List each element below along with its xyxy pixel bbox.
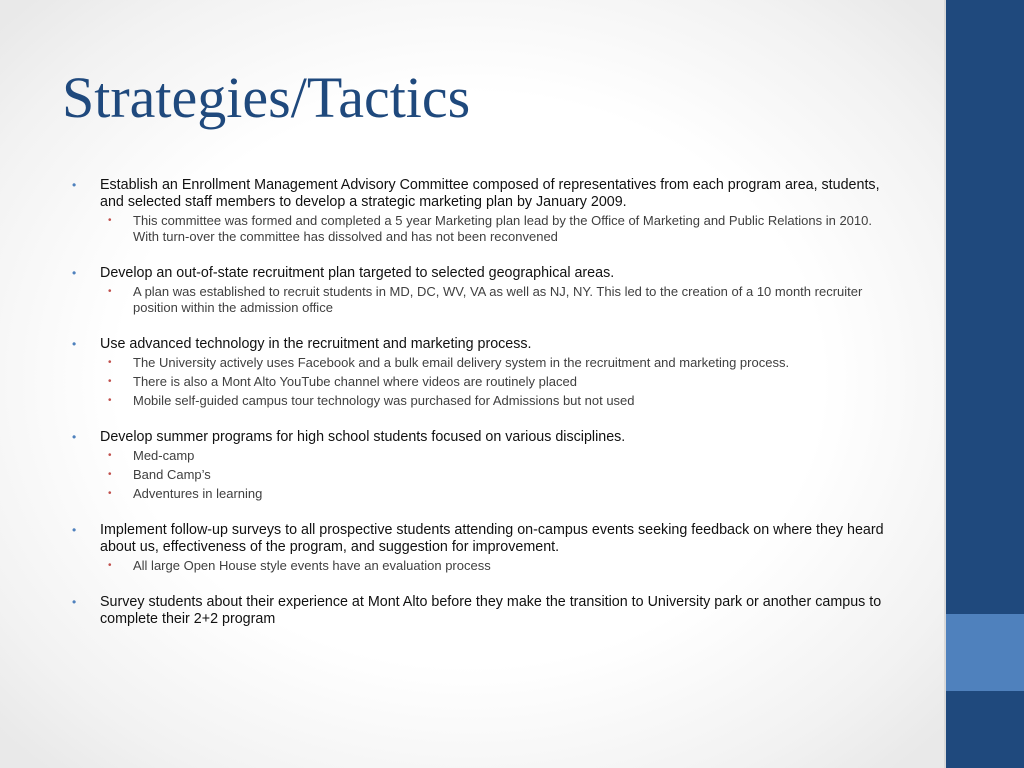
- sub-bullet-dot-icon: •: [108, 560, 112, 571]
- sub-bullet-item: [100, 558, 896, 574]
- sub-bullet-text: The University actively uses Facebook and a bulk email delivery system in the recruitment and marketing process.: [133, 355, 790, 370]
- sub-bullet-dot-icon: •: [108, 488, 112, 499]
- sub-bullet-list: [100, 213, 896, 245]
- bullet-item: [66, 522, 896, 574]
- bullet-item: [66, 594, 896, 628]
- sub-bullet-text: A plan was established to recruit students in MD, DC, WV, VA as well as NJ, NY. This led to the creation of a 10 month recruiter position within the admission office: [133, 284, 863, 315]
- sub-bullet-dot-icon: •: [108, 395, 112, 406]
- sub-bullet-list: [100, 448, 896, 502]
- sub-bullet-text: Mobile self-guided campus tour technology was purchased for Admissions but not used: [133, 393, 635, 408]
- bullet-dot-icon: •: [72, 337, 77, 351]
- sub-bullet-dot-icon: •: [108, 215, 112, 226]
- sub-bullet-item: [100, 448, 896, 464]
- bullet-text: Use advanced technology in the recruitment and marketing process.: [100, 336, 532, 352]
- sub-bullet-item: [100, 355, 896, 371]
- bullet-dot-icon: •: [72, 178, 77, 192]
- sub-bullet-text: Band Camp’s: [133, 467, 211, 482]
- sub-bullet-item: [100, 284, 896, 316]
- bullet-item: [66, 429, 896, 502]
- bullet-dot-icon: •: [72, 266, 77, 280]
- slide-title: Strategies/Tactics: [62, 65, 471, 130]
- bullet-dot-icon: •: [72, 523, 77, 537]
- sidebar-accent-block: [946, 614, 1024, 691]
- sub-bullet-text: This committee was formed and completed a 5 year Marketing plan lead by the Office of Marketing and Public Relations in 2010. With turn-over the committee has dissolved and has not been reconvened: [133, 213, 872, 244]
- sub-bullet-text: Adventures in learning: [133, 486, 263, 501]
- bullet-item: [66, 177, 896, 245]
- sub-bullet-text: There is also a Mont Alto YouTube channel where videos are routinely placed: [133, 374, 577, 389]
- bullet-dot-icon: •: [72, 595, 77, 609]
- bullet-text: Develop summer programs for high school students focused on various disciplines.: [100, 429, 626, 445]
- sub-bullet-text: All large Open House style events have an evaluation process: [133, 558, 491, 573]
- sub-bullet-dot-icon: •: [108, 450, 112, 461]
- bullet-text: Survey students about their experience at Mont Alto before they make the transition to University park or another campus to complete their 2+2 program: [100, 594, 882, 627]
- bullet-text: Implement follow-up surveys to all prospective students attending on-campus events seeking feedback on where they heard about us, effectiveness of the program, and suggestion for improvement.: [100, 522, 884, 555]
- sub-bullet-item: [100, 486, 896, 502]
- sub-bullet-item: [100, 393, 896, 409]
- sub-bullet-item: [100, 213, 896, 245]
- sub-bullet-item: [100, 374, 896, 390]
- sub-bullet-dot-icon: •: [108, 469, 112, 480]
- bullet-dot-icon: •: [72, 430, 77, 444]
- sub-bullet-list: [100, 284, 896, 316]
- sub-bullet-list: [100, 558, 896, 574]
- bullet-text: Develop an out-of-state recruitment plan targeted to selected geographical areas.: [100, 265, 615, 281]
- sub-bullet-list: [100, 355, 896, 409]
- sub-bullet-dot-icon: •: [108, 357, 112, 368]
- sub-bullet-dot-icon: •: [108, 376, 112, 387]
- sub-bullet-text: Med-camp: [133, 448, 195, 463]
- bullet-item: [66, 265, 896, 316]
- bullet-list: [66, 177, 896, 648]
- sub-bullet-dot-icon: •: [108, 286, 112, 297]
- sub-bullet-item: [100, 467, 896, 483]
- bullet-text: Establish an Enrollment Management Advisory Committee composed of representatives from each program area, students, and selected staff members to develop a strategic marketing plan by January 2009.: [100, 177, 880, 210]
- bullet-item: [66, 336, 896, 409]
